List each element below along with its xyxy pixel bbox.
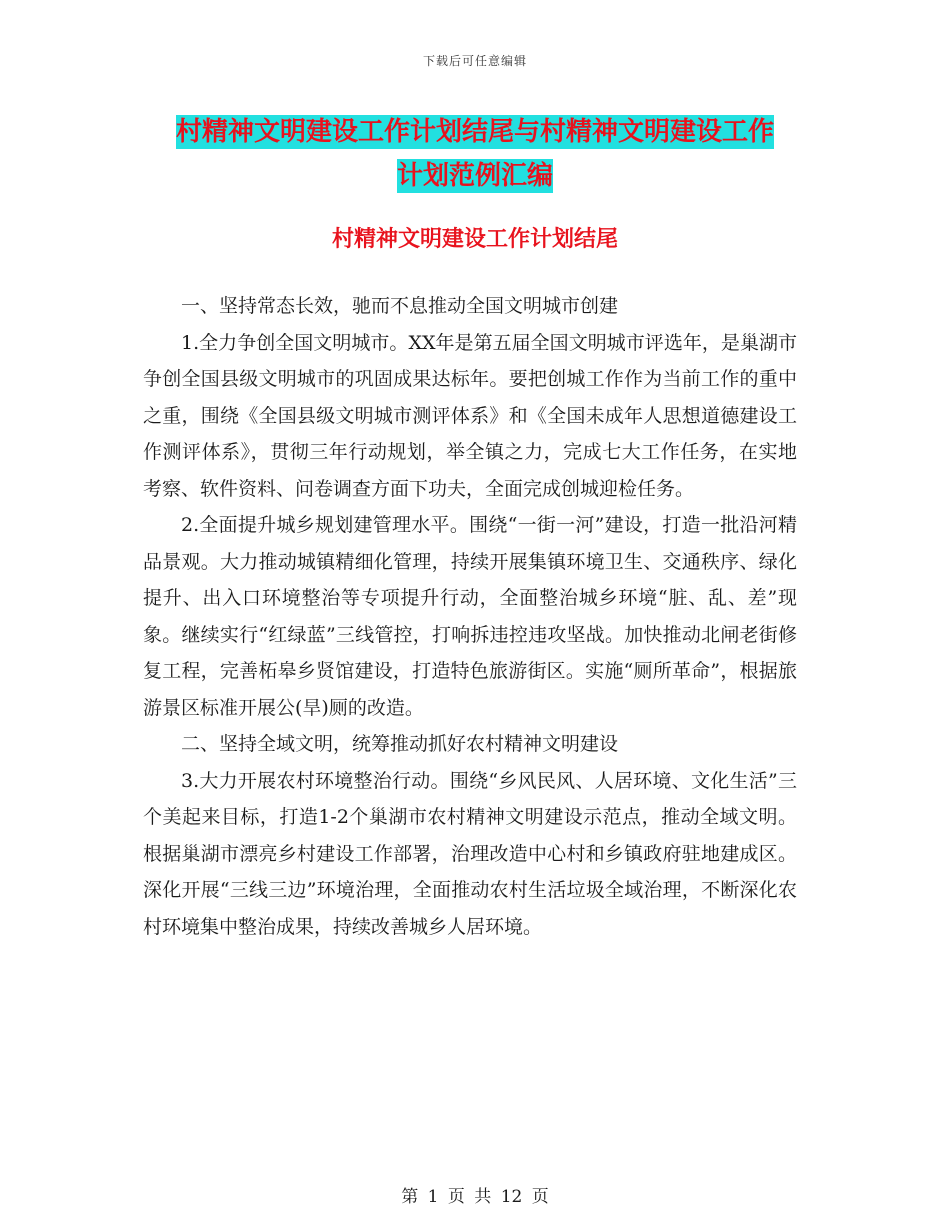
page-number: 第 1 页 共 12 页 [401,1187,549,1207]
document-body [143,288,797,945]
heading-paragraph-1: 一、坚持常态长效，驰而不息推动全国文明城市创建 [181,295,619,317]
section-title: 村精神文明建设工作计划结尾 [331,227,618,252]
document-title-line2: 计划范例汇编 [396,161,553,191]
heading-paragraph-2: 二、坚持全域文明，统筹推动抓好农村精神文明建设 [181,733,619,755]
body-paragraph-2: 2.全面提升城乡规划建管理水平。围绕“一街一河”建设，打造一批沿河精品景观。大力推动城镇精细化管理，持续开展集镇环境卫生、交通秩序、绿化提升、出入口环境整治等专项提升行动，全面整治城乡环境“脏、乱、差”现象。继续实行“红绿蓝”三线管控，打响拆违控违攻坚战。加快推动北闸老街修复工程，完善柘皋乡贤馆建设，打造特色旅游街区。实施“厕所革命”，根据旅游景区标准开展公(旱)厕的改造。 [143,514,797,719]
page-header-note: 下载后可任意编辑 [422,54,527,68]
document-title-line1: 村精神文明建设工作计划结尾与村精神文明建设工作 [175,117,774,147]
document-title [143,110,807,198]
body-paragraph-3: 3.大力开展农村环境整治行动。围绕“乡风民风、人居环境、文化生活”三个美起来目标，打造1-2个巢湖市农村精神文明建设示范点，推动全域文明。根据巢湖市漂亮乡村建设工作部署，治理改造中心村和乡镇政府驻地建成区。深化开展“三线三边”环境治理，全面推动农村生活垃圾全域治理，不断深化农村环境集中整治成果，持续改善城乡人居环境。 [143,769,797,938]
body-paragraph-1: 1.全力争创全国文明城市。XX年是第五届全国文明城市评选年，是巢湖市争创全国县级文明城市的巩固成果达标年。要把创城工作作为当前工作的重中之重，围绕《全国县级文明城市测评体系》和《全国未成年人思想道德建设工作测评体系》，贯彻三年行动规划，举全镇之力，完成七大工作任务，在实地考察、软件资料、问卷调查方面下功夫，全面完成创城迎检任务。 [143,331,797,500]
